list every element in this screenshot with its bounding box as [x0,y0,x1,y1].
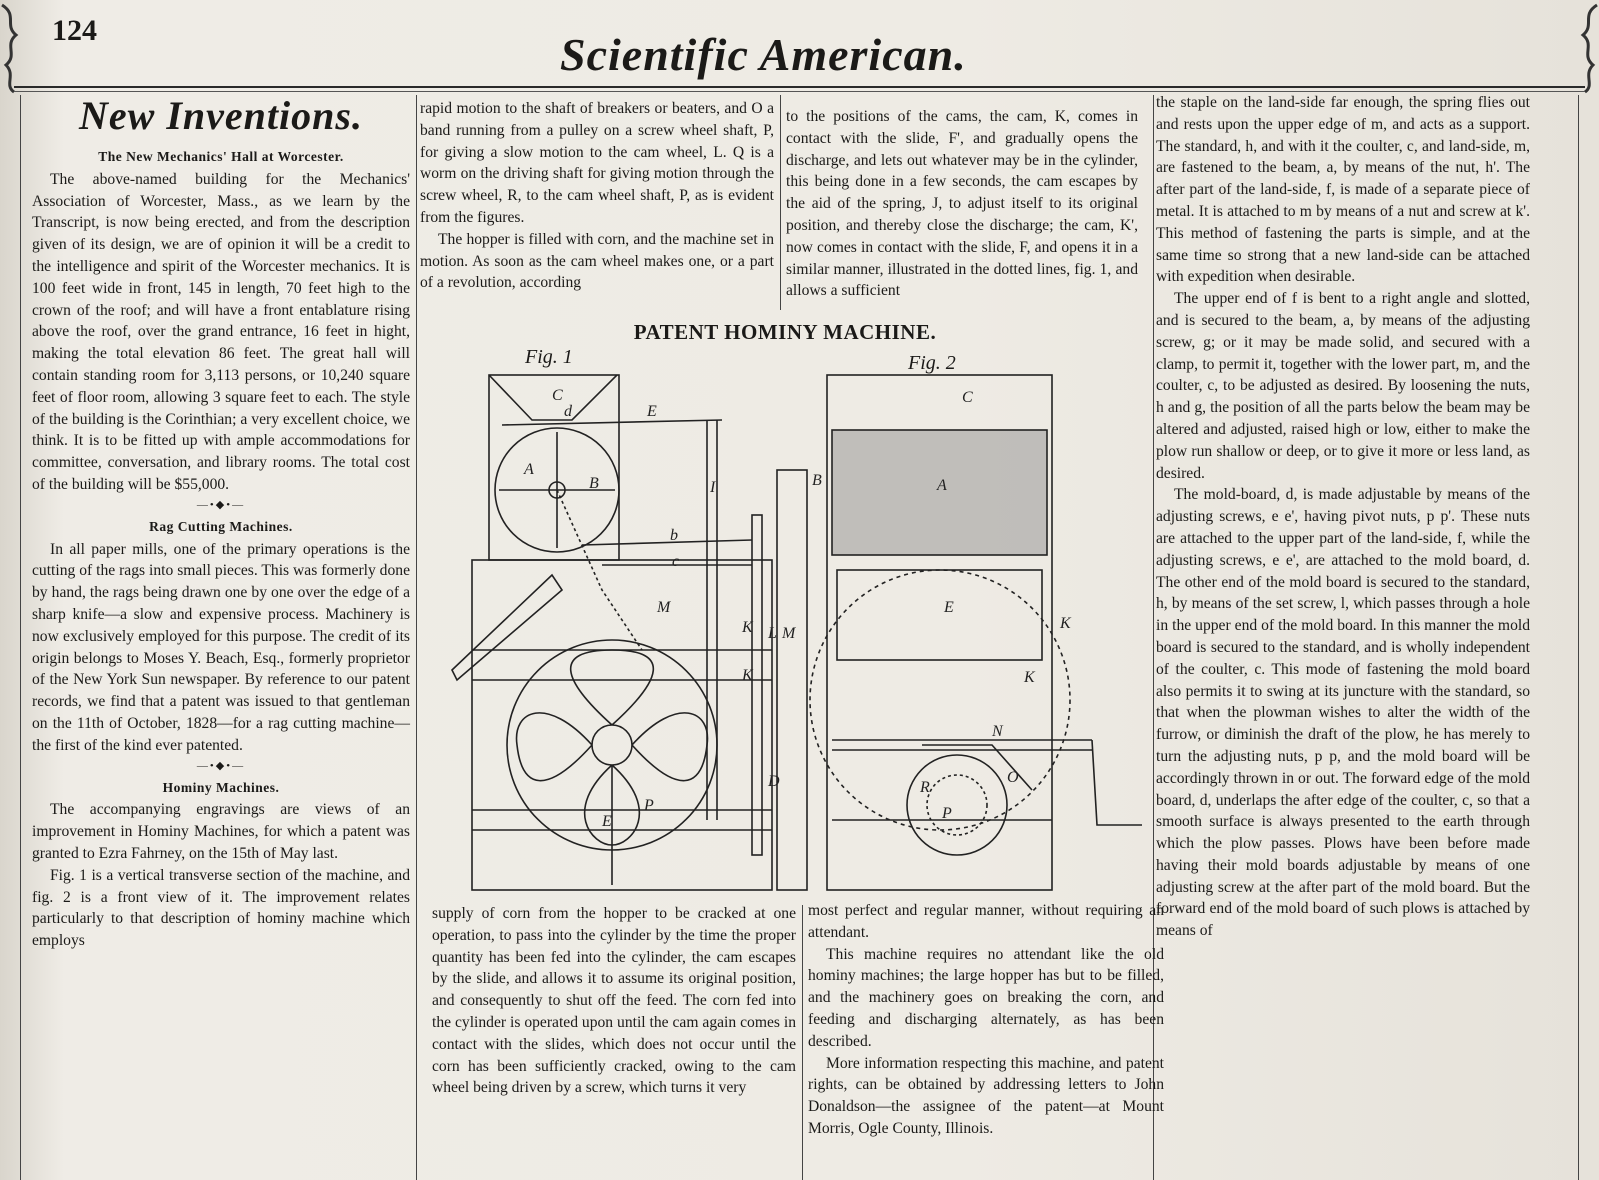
figure-letter: L [768,625,777,642]
figure-letter: P [942,805,952,822]
column-3-bottom [808,900,1164,1140]
article-paragraph: The accompanying engravings are views of an improvement in Hominy Machines, for which a patent was granted to Ezra Fahrney, on the 15th of May last. [32,801,410,862]
column-1 [32,92,410,952]
figure-letter: B [812,472,822,489]
column-rule [416,95,417,1180]
figure-letter: K [742,667,753,684]
column-2-top [420,98,774,294]
figure-letter: C [552,387,563,404]
column-3-top [786,106,1138,302]
column-rule [20,95,21,1180]
article-paragraph: to the positions of the cams, the cam, K, comes in contact with the slide, F', and gradually opens the discharge, and lets out whatever may be in the cylinder, this being done in a few seconds, the cam escapes by the aid of the spring, J, to adjust itself to its original position, and thereby close the discharge; the cam, K', now comes in contact with the slide, F, and opens it in a similar manner, illustrated in the dotted lines, fig. 1, and allows a sufficient [786,108,1138,300]
column-rule [802,905,803,1180]
figure-1-label: Fig. 1 [525,346,573,368]
masthead-title: Scientific American. [560,29,967,80]
page-number: 124 [52,14,97,47]
column-4 [1156,92,1530,942]
figure-letter: R [920,779,930,796]
article-paragraph: More information respecting this machine, and patent rights, can be obtained by addressing letters to John Donaldson—the assignee of the patent—at Mount Morris, Ogle County, Illinois. [808,1054,1164,1137]
article-paragraph: The above-named building for the Mechanics' Association of Worcester, Mass., as we learn by the Transcript, is now being erected, and from the description given of its design, we are of opinion it will be a credit to the intelligence and spirit of the Worcester mechanics. It is 100 feet wide in front, 145 in length, 70 feet high to the crown of the roof; and will have a front entablature rising above the roof, over the grand entrance, 16 feet in hight, making the total elevation 86 feet. The great hall will contain standing room for 3,113 persons, or 10,240 square feet of floor room, allowing 3 square feet to each. The style of the building is the Corinthian; a very excellent choice, we think. It is to be fitted up with ample accommodations for committee, conversation, and library rooms. The total cost of the building will be $55,000. [32,170,410,493]
figure-letter: E [647,403,657,420]
figure-letter: b [670,527,678,544]
article-heading: Hominy Machines. [162,779,280,795]
article-paragraph: rapid motion to the shaft of breakers or beaters, and O a band running from a pulley on a screw wheel shaft, P, for giving a slow motion to the cam wheel, L. Q is a worm on the driving shaft for giving motion through the screw wheel, R, to the cam wheel shaft, P, as is evident from the figures. [420,100,774,226]
figure-letter: I [710,479,716,496]
figure-letter: E [944,599,954,616]
figure-letter: d [564,403,572,420]
article-paragraph: supply of corn from the hopper to be cracked at one operation, to pass into the cylinder by the time the proper quantity has been fed into the cylinder, the cam escapes by the slide, and allows it to assume its original position, and consequently to shut off the feed. The corn fed into the cylinder is operated upon until the cam again comes in contact with the slides, which does not occur until the corn has been sufficiently cracked, owing to the cam wheel being driven by a screw, which turns it very [432,905,796,1097]
figure-letter: A [937,477,947,494]
section-separator: —•◆•— [196,759,246,772]
figure-2-label: Fig. 2 [908,352,956,374]
article-paragraph: the staple on the land-side far enough, the spring flies out and rests upon the upper edge of m, and acts as a support. The standard, h, and with it the coulter, c, and land-side, m, are fastened to the beam, a, by means of the nut, h'. The after part of the land-side, f, is made of a separate piece of metal. It is attached to m by means of a nut and screw at k'. This method of fastening the parts is simple, and at the same time so strong that a new land-side can be attached with expedition when desirable. [1156,94,1530,286]
hominy-machine-engraving [432,350,1172,895]
figure-letter: M [657,599,671,616]
figure-letter: A [524,461,534,478]
figure-letter: P [644,797,654,814]
column-2-bottom [432,903,796,1099]
article-paragraph: The upper end of f is bent to a right angle and slotted, and is secured to the beam, a, by means of the adjusting screw, g; or it may be made solid, and secured with a clamp, to permit it, together with the lower part, m, and the coulter, c, to be adjusted as desired. By loosening the nuts, h and g, the position of all the parts below the beam may be altered and adjusted, raised high or low, either to make the plow run shallow or deep, or to give it more or less land, as desired. [1156,290,1530,482]
figure-letter: D [768,773,780,790]
column-rule [780,95,781,310]
section-separator: —•◆•— [196,498,246,511]
figure-letter: C [962,389,973,406]
article-paragraph: Fig. 1 is a vertical transverse section of the machine, and fig. 2 is a front view of it. The improvement relates particularly to that description of hominy machine which employs [32,866,410,950]
figure-letter: N [992,723,1003,740]
article-paragraph: This machine requires no attendant like the old hominy machines; the large hopper has but to be filled, and the machinery goes on breaking the corn, and feeding and discharging alternately, as has been described. [808,945,1164,1050]
figure-letter: K [742,619,753,636]
article-heading: Rag Cutting Machines. [149,518,293,534]
figure-letter: K [1060,615,1071,632]
figure-letter: O [1007,769,1019,786]
figure-letter: E [602,813,612,830]
article-heading: The New Mechanics' Hall at Worcester. [98,149,344,164]
article-paragraph: The hopper is filled with corn, and the machine set in motion. As soon as the cam wheel makes one, or a part of a revolution, according [420,230,774,292]
left-margin-ornament [0,0,30,95]
figure-letter: c [672,553,680,570]
right-margin-ornament [1569,0,1599,95]
column-rule [1578,95,1579,1180]
figure-letter: K [1024,669,1035,686]
section-title: New Inventions. [79,93,363,138]
article-paragraph: most perfect and regular manner, without requiring an attendant. [808,902,1164,941]
article-paragraph: The mold-board, d, is made adjustable by means of the adjusting screws, e e', having pivot nuts, p p'. These nuts are attached to the upper part of the land-side, f, while the adjusting screws, e e', are attached to the mold board, d. The other end of the mold board is secured to the standard, h, by means of the set screw, l, which passes through a hole in the upper end of the mold board. In this manner the mold board is secured to the standard, and is wholly independent of the coulter, c. This mode of fastening the mold board also permits it to swing at its juncture with the standard, so that when the plowman wishes to alter the width of the furrow, or diminish the draft of the plow, he has merely to turn the adjusting nuts, p p, and the mold board will be accordingly thrown in or out. The forward edge of the mold board, d, underlaps the after edge of the coulter, c, so that a smooth surface is always presented to the earth through which the plow passes. Plows have been before made having their mold boards adjustable by means of one adjusting screw at the after part of the mold board. But the forward end of the mold board of such plows is attached by means of [1156,486,1530,940]
figure-letter: B [589,475,599,492]
figure-letter: M [782,625,796,642]
figure-title: PATENT HOMINY MACHINE. [633,320,937,344]
article-paragraph: In all paper mills, one of the primary operations is the cutting of the rags into small pieces. This was formerly done by hand, the rags being drawn one by one over the edge of a sharp knife—a slow and expensive process. Machinery is now exclusively employed for this purpose. The credit of its origin belongs to Moses Y. Beach, Esq., formerly proprietor of the New York Sun newspaper. By reference to our patent records, we find that a patent was issued to that gentleman on the 11th of October, 1828—for a rag cutting machine—the first of the kind ever patented. [32,540,410,754]
header-rule [14,86,1585,88]
